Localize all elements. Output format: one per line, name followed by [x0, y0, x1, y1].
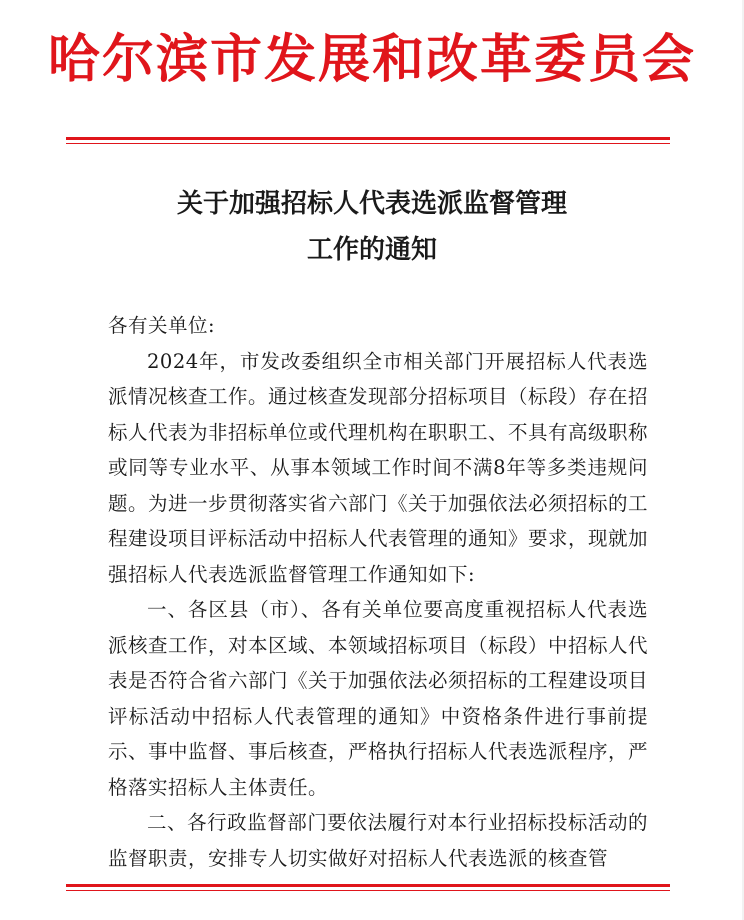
salutation: 各有关单位:	[108, 314, 216, 337]
document-title-line-2: 工作的通知	[306, 235, 437, 265]
document-title-line-1: 关于加强招标人代表选派监督管理	[176, 189, 567, 219]
issuer-masthead: 哈尔滨市发展和改革委员会	[47, 29, 696, 90]
document-title	[0, 181, 744, 273]
paragraph-intro: 2024年，市发改委组织全市相关部门开展招标人代表选派情况核查工作。通过核查发现部分招标项目（标段）存在招标人代表为非招标单位或代理机构在职职工、不具有高级职称或同等专业水平、从事本领域工作时间不满8年等多类违规问题。为进一步贯彻落实省六部门《关于加强依法必须招标的工程建设项目评标活动中招标人代表管理的通知》要求，现就加强招标人代表选派监督管理工作通知如下:	[108, 349, 649, 586]
masthead-divider-top	[66, 137, 670, 144]
paragraph-item-1: 一、各区县（市）、各有关单位要高度重视招标人代表选派核查工作，对本区域、本领域招标项目（标段）中招标人代表是否符合省六部门《关于加强依法必须招标的工程建设项目评标活动中招标人代表管理的通知》中资格条件进行事前提示、事中监督、事后核查，严格执行招标人代表选派程序，严格落实招标人主体责任。	[108, 598, 649, 799]
footer-divider	[66, 884, 670, 891]
document-body	[108, 308, 648, 876]
paragraph-item-2: 二、各行政监督部门要依法履行对本行业招标投标活动的监督职责，安排专人切实做好对招标人代表选派的核查管	[108, 811, 648, 870]
